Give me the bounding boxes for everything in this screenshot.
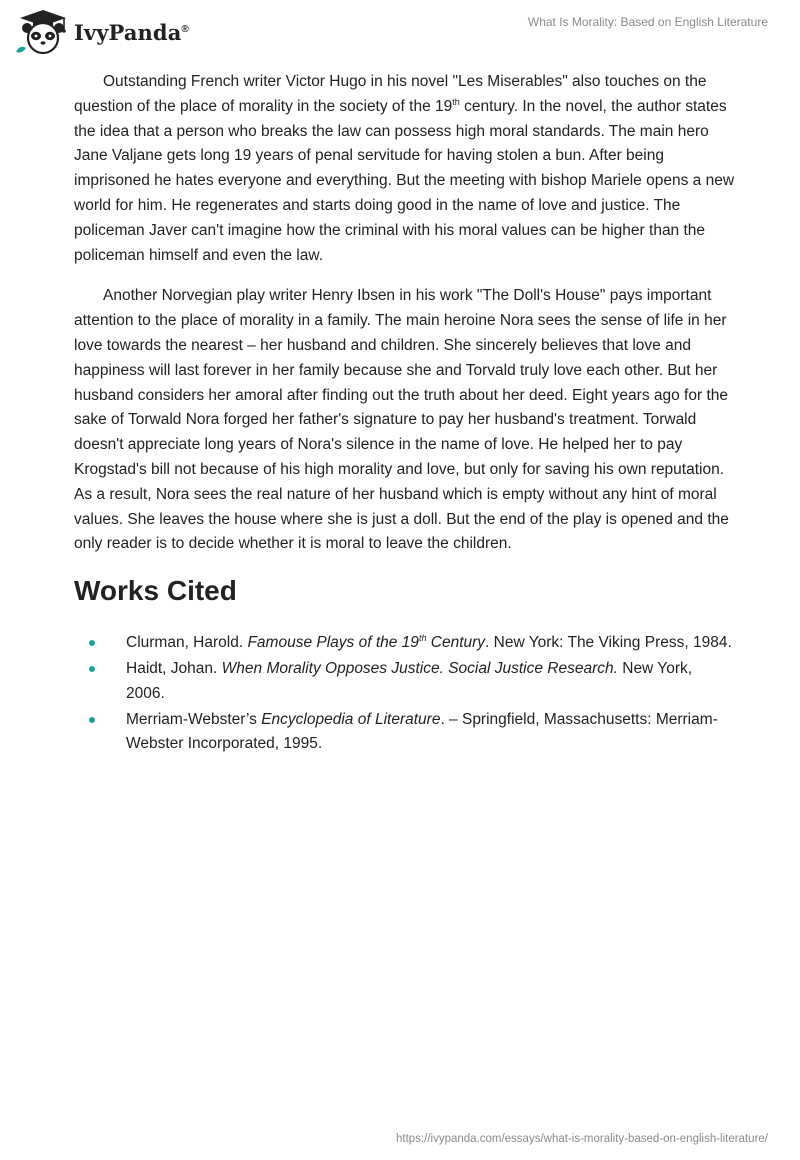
bullet-icon	[89, 666, 95, 672]
ref-publication: . – Springfield, Massachusetts: Merriam-Webster Incorporated, 1995.	[126, 710, 718, 753]
ref-author: Clurman, Harold.	[126, 634, 248, 652]
ref-title: Encyclopedia of Literature	[261, 710, 441, 728]
ref-publication: . New York: The Viking Press, 1984.	[485, 634, 732, 652]
ref-author: Haidt, Johan.	[126, 659, 222, 677]
paragraph-hugo-text-2: century. In the novel, the author states the idea that a person who breaks the law can possess high moral standards. The main hero Jane Valjane gets long 19 years of penal servitude for having stolen a bun. After being imprisoned he hates everyone and everything. But the meeting with bishop Mariele opens a new world for him. He regenerates and starts doing good in the name of love and justice. The policeman Javer can't imagine how the criminal with his moral values can be higher than the policeman himself and even the law.	[74, 97, 735, 264]
panda-graduate-icon	[14, 8, 72, 56]
bullet-icon	[89, 640, 95, 646]
ref-title: When Morality Opposes Justice. Social Justice Research.	[221, 659, 618, 677]
ordinal-suffix: th	[418, 632, 427, 643]
ref-author: Merriam-Webster’s	[126, 710, 262, 728]
works-cited-list	[74, 631, 734, 757]
ref-title: Famouse Plays of the 19th Century	[247, 632, 486, 652]
page-header	[0, 0, 800, 60]
paragraph-hugo-text-1: Outstanding French writer Victor Hugo in his novel "Les Miserables" also touches on the question of the place of morality in the society of the 19	[74, 73, 707, 115]
document-title: What Is Morality: Based on English Literature	[527, 15, 768, 29]
brand-name: IvyPanda®	[74, 19, 189, 45]
registered-mark: ®	[181, 23, 189, 35]
bullet-icon	[89, 717, 95, 723]
ordinal-suffix: th	[452, 96, 460, 107]
list-item	[74, 631, 734, 656]
works-cited-heading: Works Cited	[74, 575, 237, 607]
paragraph-ibsen: Another Norvegian play writer Henry Ibsen in his work "The Doll's House" pays important attention to the place of morality in a family. The main heroine Nora sees the sense of life in her love towards the nearest – her husband and children. She sincerely believes that love and happiness will last forever in her family because she and Torvald truly love each other. But her husband considers her amoral after finding out the truth about her deed. Eight years ago for the sake of Torwald Nora forged her father's signature to pay her husband's treatment. Torwald doesn't appreciate long years of Nora's silence in the name of love. He helped her to pay Krogstad's bill not because of his high morality and love, but only for saving his own reputation. As a result, Nora sees the real nature of her husband which is empty without any hint of moral values. She leaves the house where she is just a doll. But the end of the play is opened and the only reader is to decide whether it is moral to leave the children.	[74, 287, 729, 553]
list-item	[74, 657, 734, 707]
list-item	[74, 708, 734, 758]
ref-publication: New York, 2006.	[126, 659, 693, 702]
source-url[interactable]: https://ivypanda.com/essays/what-is-morality-based-on-english-literature/	[396, 1133, 768, 1145]
brand-logo[interactable]	[14, 8, 189, 56]
essay-content	[74, 70, 734, 758]
paragraph-hugo	[74, 70, 734, 268]
